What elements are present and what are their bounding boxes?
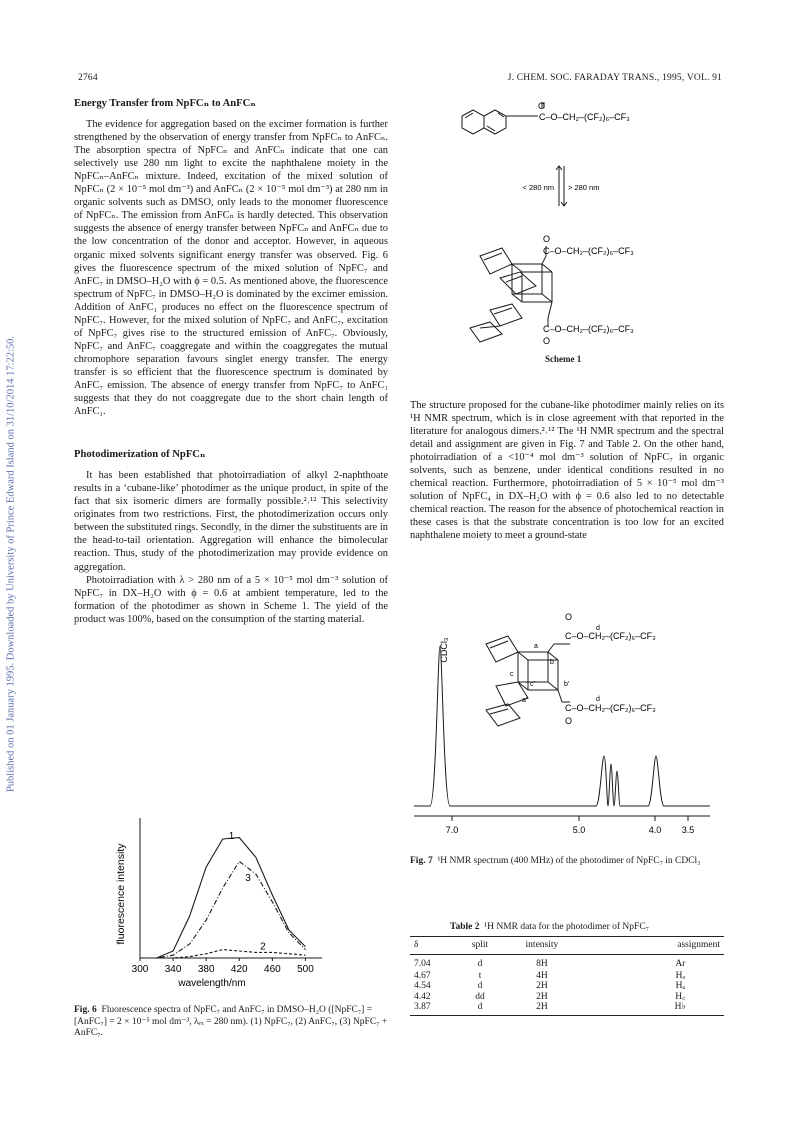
table-2: [410, 922, 724, 1016]
table-cell: d: [477, 981, 483, 992]
table-row: [410, 981, 724, 992]
x-tick-label: 460: [264, 964, 281, 975]
table-cell: 2H: [536, 991, 548, 1002]
table-cell: t: [478, 970, 482, 981]
scheme-1-caption: Scheme 1: [545, 354, 582, 364]
table-cell: d: [477, 959, 483, 970]
proton-label: b: [550, 659, 554, 666]
x-tick-label: 5.0: [572, 825, 586, 835]
page-number: 2764: [78, 73, 98, 83]
x-tick-label: 7.0: [445, 825, 459, 835]
x-tick-label: 500: [297, 964, 314, 975]
table-title-label: Table 2: [450, 922, 480, 932]
fig6-caption-label: Fig. 6: [74, 1005, 97, 1015]
proton-label: a: [534, 643, 538, 650]
x-axis-label: wavelength/nm: [178, 978, 246, 989]
proton-label: c: [510, 671, 514, 678]
curve-label: 2: [260, 941, 266, 953]
fig7-nmr-spectrum: [410, 606, 726, 846]
curve-label: 1: [228, 830, 235, 842]
table-cell: d: [457, 1002, 503, 1015]
right-column: [410, 399, 724, 543]
table-title: [450, 922, 724, 932]
table-cell: H♭: [581, 1002, 724, 1015]
paragraph: The evidence for aggregation based on the excimer formation is further strengthened by the observation of energy transfer from NpFCₙ to AnFCₙ. The absorption spectra of NpFCₙ and AnFCₙ indicate that one can selectively use 280 nm light to excite the naphthalene moiety in the NpFCₙ–AnFCₙ mixture. Indeed, excitation of the mixed solution of NpFCₙ (2 × 10⁻⁵ mol dm⁻³) and AnFCₙ (2 × 10⁻⁵ mol dm⁻³) at 280 nm in organic solvents such as DMSO, only leads to the monomer fluorescence of NpFCₙ. The emission from AnFCₙ is hardly detected. This observation suggests the absence of energy transfer between NpFCₙ and AnFCₙ due to the low concentration of the donor and acceptor. However, in aqueous organic mixed solvents significant energy transfer was observed. Fig. 6 gives the fluorescence spectrum of the mixed solution of NpFC₇ and AnFC₇ in DMSO–H₂O with ϕ = 0.5. As mentioned above, the fluorescence spectrum of NpFC₇ in DMSO–H₂O is dominated by the excimer emission. Addition of AnFC₁ produces no effect on the fluorescence spectrum of NpFC₇. However, for the mixed solution of NpFC₇ and AnFC₇, excitation of NpFC₇ gives rise to the structured emission of AnFC₇. Obviously, NpFC₇ and AnFC₇ coaggregate and within the coaggregates the mutual chromophore separation favours singlet energy transfer. The energy transfer is so efficient that the fluorescence spectrum is dominated by AnFC₇ emission. The absence of energy transfer from NpFC₇ to AnFC₁ suggests that they do not coaggregate due to the short chain length of AnFC₁.: [74, 119, 388, 418]
solvent-label: CDCl₃: [439, 637, 449, 663]
y-axis-label: fluorescence intensity: [115, 843, 127, 945]
series-3-line: [140, 861, 305, 958]
table-cell: Ar: [675, 959, 686, 970]
table-row: [410, 971, 724, 982]
fig6-chart: [96, 810, 326, 1000]
proton-label: d: [596, 696, 600, 703]
table-cell: 2H: [503, 1002, 580, 1015]
naphthalene-ring-right: [484, 110, 506, 134]
table-cell: Hₐ: [675, 981, 686, 992]
scheme-1: [440, 96, 730, 366]
table-cell: Hₔ: [675, 970, 685, 981]
fig6-caption: [74, 1005, 388, 1040]
series-1-line: [140, 838, 305, 958]
table-cell: 4.67: [414, 970, 431, 981]
x-tick-label: 420: [230, 964, 248, 975]
carbonyl-o-label: O: [538, 101, 546, 111]
fig7-caption: [410, 856, 724, 868]
table-title-text: ¹H NMR data for the photodimer of NpFC₇: [484, 922, 649, 932]
download-notice-text: Published on 01 January 1995. Downloaded by University of Prince Edward Island on 31/10/2014 17:22:50.: [5, 335, 17, 792]
table-header-row: [410, 937, 724, 955]
carbonyl-o-label: O: [565, 612, 573, 622]
curve-label: 3: [245, 872, 251, 884]
ester-chain-label: C–O–CH₂–(CF₂)₆–CF₃: [565, 703, 656, 713]
x-tick-label: 4.0: [648, 825, 662, 835]
proton-label: a′: [522, 697, 528, 704]
paragraph: The structure proposed for the cubane-like photodimer mainly relies on its ¹H NMR spectrum, which is in close agreement with that reported in the literature for analogous dimers.²˒¹² The ¹H NMR spectrum and the spectral detail and assignment are given in Fig. 7 and Table 2. On the other hand, photoirradiation of a <10⁻⁴ mol dm⁻³ solution of NpFC₇ in organic solvents, such as benzene, under identical conditions resulted in no chemical reaction. Furthermore, photoirradiation of 5 × 10⁻⁵ mol dm⁻³ solution of NpFC₄ in DX–H₂O with ϕ = 0.6 also led to no detectable chemical reaction. The reason for the absence of photochemical reaction in these cases is that the substrate concentration is too low for an excited naphthalene moiety to meet a ground-state: [410, 400, 724, 542]
paragraph: Photoirradiation with λ > 280 nm of a 5 × 10⁻⁵ mol dm⁻³ solution of NpFC₇ in DX–H₂O with ϕ = 0.6 at ambient temperature, led to the formation of the photodimer as shown in Scheme 1. The yield of the product was 100%, based on the consumption of the starting material.: [74, 574, 388, 625]
left-column: [74, 97, 388, 626]
ester-chain-label: C–O–CH₂–(CF₂)₆–CF₃: [565, 631, 656, 641]
column-header: split: [457, 937, 503, 955]
column-header: assignment: [581, 937, 724, 955]
table-cell: 4.42: [414, 991, 431, 1002]
x-tick-label: 380: [197, 964, 215, 975]
nmr-trace: [414, 646, 710, 806]
table-row: [410, 955, 724, 971]
x-tick-label: 3.5: [681, 825, 695, 835]
section-heading-photodimerization: Photodimerization of NpFCₙ: [74, 449, 206, 461]
table-cell: 3.87: [410, 1002, 457, 1015]
ester-chain-label: C–O–CH₂–(CF₂)₆–CF₃: [543, 324, 634, 334]
table-cell: H꜀: [675, 991, 686, 1002]
proton-label: d: [596, 625, 600, 632]
table-cell: 4H: [536, 970, 548, 981]
table-row: [410, 1002, 724, 1015]
paragraph: It has been established that photoirradiation of alkyl 2-naphthoate results in a ‘cubane-like’ photodimer as the unique product, in spite of the fact that six isomeric dimers are formally possible.²˒¹² This selectivity originates from two restrictions. First, the photodimerization occurs only between the substituted rings. Secondly, in the dimer the substituents are in the head-to-tail orientation. Aggregation will enhance the bimolecular reaction. Thus, study of the photodimerization may provide evidence on aggregation.: [74, 470, 388, 573]
arrow-label-right: > 280 nm: [568, 183, 600, 192]
section-heading-energy-transfer: Energy Transfer from NpFCₙ to AnFCₙ: [74, 98, 256, 109]
arrow-label-left: < 280 nm: [522, 183, 554, 192]
carbonyl-o-label: O: [543, 234, 551, 244]
x-tick-label: 300: [131, 964, 149, 975]
table-cell: 2H: [536, 981, 548, 992]
column-header: intensity: [503, 937, 580, 955]
table-row: [410, 992, 724, 1003]
photodimer-structure: [486, 636, 573, 726]
fig7-caption-text: ¹H NMR spectrum (400 MHz) of the photodimer of NpFC₇ in CDCl₃: [437, 856, 701, 866]
proton-label: b′: [564, 681, 570, 688]
ester-chain-label: C–O–CH₂–(CF₂)₆–CF₃: [539, 112, 630, 122]
ester-chain-label: C–O–CH₂–(CF₂)₆–CF₃: [543, 246, 634, 256]
download-notice-sidebar: [3, 0, 19, 1127]
carbonyl-o-label: O: [565, 716, 573, 726]
table-cell: dd: [475, 991, 485, 1002]
column-header: δ: [410, 937, 457, 955]
table-cell: 8H: [536, 959, 548, 970]
x-tick-label: 340: [164, 964, 182, 975]
fig7-caption-label: Fig. 7: [410, 856, 433, 866]
journal-header: J. CHEM. SOC. FARADAY TRANS., 1995, VOL. 91: [507, 73, 722, 83]
table-cell: 7.04: [414, 959, 431, 970]
naphthalene-ring-left: [462, 110, 484, 134]
fig6-caption-text: Fluorescence spectra of NpFC₇ and AnFC₇ in DMSO–H₂O ([NpFC₇] = [AnFC₇] = 2 × 10⁻⁵ mol dm⁻³, λₑₓ = 280 nm). (1) NpFC₇, (2) AnFC₇, (3) NpFC₇ + AnFC₇.: [74, 1005, 388, 1038]
nmr-data-table: [410, 936, 724, 1016]
proton-label: c′: [530, 681, 535, 688]
table-cell: 4.54: [414, 981, 431, 992]
carbonyl-o-label: O: [543, 336, 551, 346]
